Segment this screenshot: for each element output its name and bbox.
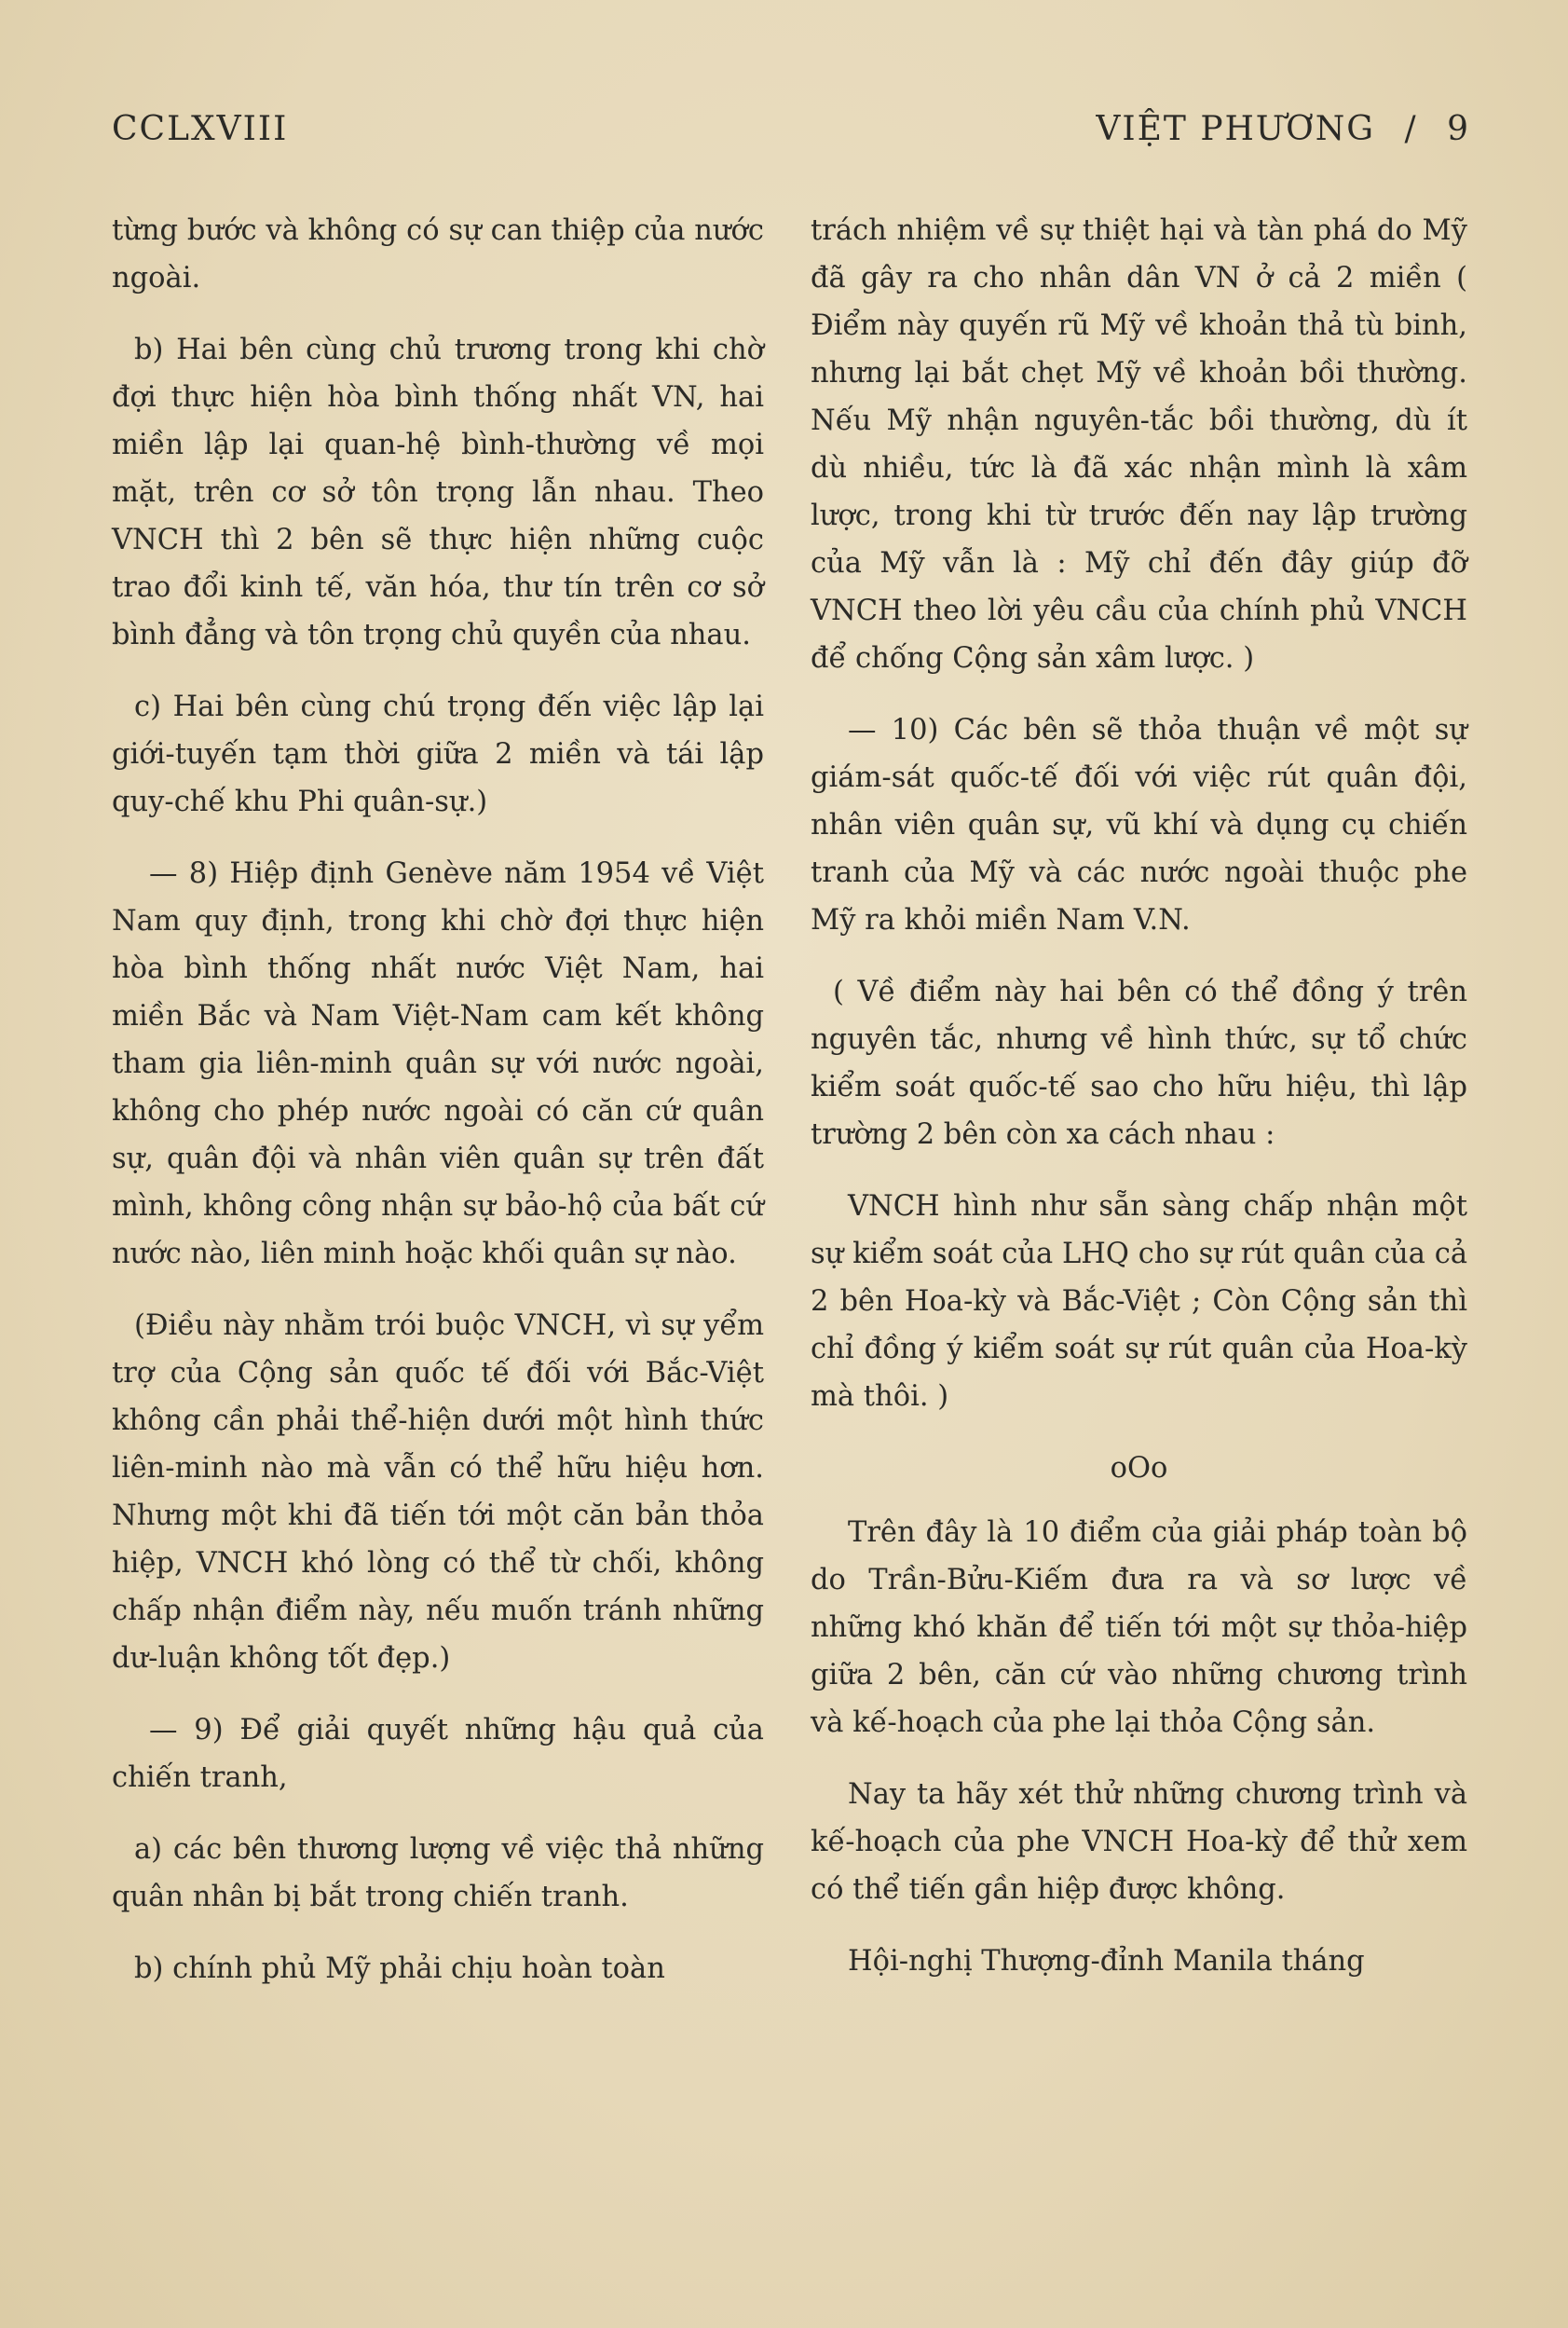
paragraph: ( Về điểm này hai bên có thể đồng ý trên nguyên tắc, nhưng về hình thức, sự tổ chức kiểm soát quốc-tế sao cho hữu hiệu, thì lập trường 2 bên còn xa cách nhau :: [811, 976, 1467, 1151]
issue-number: CCLXVIII: [112, 110, 289, 148]
paragraph: — 9) Để giải quyết những hậu quả của chiến tranh,: [112, 1714, 764, 1794]
left-column: [112, 207, 764, 2017]
paragraph: c) Hai bên cùng chú trọng đến việc lập lại giới-tuyến tạm thời giữa 2 miền và tái lập quy-chế khu Phi quân-sự.): [112, 691, 764, 818]
paragraph: trách nhiệm về sự thiệt hại và tàn phá do Mỹ đã gây ra cho nhân dân VN ở cả 2 miền ( Điểm này quyến rũ Mỹ về khoản thả tù binh, nhưng lại bắt chẹt Mỹ về khoản bồi thường. Nếu Mỹ nhận nguyên-tắc bồi thường, dù ít dù nhiều, tức là đã xác nhận mình là xâm lược, trong khi từ trước đến nay lập trường của Mỹ vẫn là : Mỹ chỉ đến đây giúp đỡ VNCH theo lời yêu cầu của chính phủ VNCH để chống Cộng sản xâm lược. ): [811, 214, 1467, 675]
header-separator: /: [1404, 110, 1418, 148]
page-number: 9: [1447, 110, 1470, 148]
paragraph: — 8) Hiệp định Genève năm 1954 về Việt Nam quy định, trong khi chờ đợi thực hiện hòa bình thống nhất nước Việt Nam, hai miền Bắc và Nam Việt-Nam cam kết không tham gia liên-minh quân sự với nước ngoài, không cho phép nước ngoài có căn cứ quân sự, quân đội và nhân viên quân sự trên đất mình, không công nhận sự bảo-hộ của bất cứ nước nào, liên minh hoặc khối quân sự nào.: [112, 857, 764, 1270]
paragraph: (Điều này nhằm trói buộc VNCH, vì sự yểm trợ của Cộng sản quốc tế đối với Bắc-Việt không cần phải thể-hiện dưới một hình thức liên-minh nào mà vẫn có thể hữu hiệu hơn. Nhưng một khi đã tiến tới một căn bản thỏa hiệp, VNCH khó lòng có thể từ chối, không chấp nhận điểm này, nếu muốn tránh những dư-luận không tốt đẹp.): [112, 1309, 764, 1675]
paragraph: từng bước và không có sự can thiệp của nước ngoài.: [112, 214, 764, 294]
paragraph: Nay ta hãy xét thử những chương trình và kế-hoạch của phe VNCH Hoa-kỳ để thử xem có thể tiến gần hiệp được không.: [811, 1778, 1467, 1906]
right-column: [811, 207, 1467, 2009]
paragraph: — 10) Các bên sẽ thỏa thuận về một sự giám-sát quốc-tế đối với việc rút quân đội, nhân viên quân sự, vũ khí và dụng cụ chiến tranh của Mỹ và các nước ngoài thuộc phe Mỹ ra khỏi miền Nam V.N.: [811, 714, 1467, 937]
page-header: [112, 110, 1470, 166]
running-title: [1079, 110, 1470, 148]
paragraph: a) các bên thương lượng về việc thả những quân nhân bị bắt trong chiến tranh.: [112, 1833, 764, 1913]
paragraph: b) chính phủ Mỹ phải chịu hoàn toàn: [134, 1952, 665, 1985]
paragraph: Trên đây là 10 điểm của giải pháp toàn bộ do Trần-Bửu-Kiếm đưa ra và sơ lược về những khó khăn để tiến tới một sự thỏa-hiệp giữa 2 bên, căn cứ vào những chương trình và kế-hoạch của phe lại thỏa Cộng sản.: [811, 1516, 1467, 1739]
paragraph: VNCH hình như sẵn sàng chấp nhận một sự kiểm soát của LHQ cho sự rút quân của cả 2 bên Hoa-kỳ và Bắc-Việt ; Còn Cộng sản thì chỉ đồng ý kiểm soát sự rút quân của Hoa-kỳ mà thôi. ): [811, 1190, 1467, 1413]
paragraph: Hội-nghị Thượng-đỉnh Manila tháng: [848, 1945, 1365, 1978]
section-divider: oOo: [1110, 1452, 1168, 1485]
publication-title: VIỆT PHƯƠNG: [1096, 110, 1376, 148]
paragraph: b) Hai bên cùng chủ trương trong khi chờ đợi thực hiện hòa bình thống nhất VN, hai miền lập lại quan-hệ bình-thường về mọi mặt, trên cơ sở tôn trọng lẫn nhau. Theo VNCH thì 2 bên sẽ thực hiện những cuộc trao đổi kinh tế, văn hóa, thư tín trên cơ sở bình đẳng và tôn trọng chủ quyền của nhau.: [112, 334, 764, 651]
